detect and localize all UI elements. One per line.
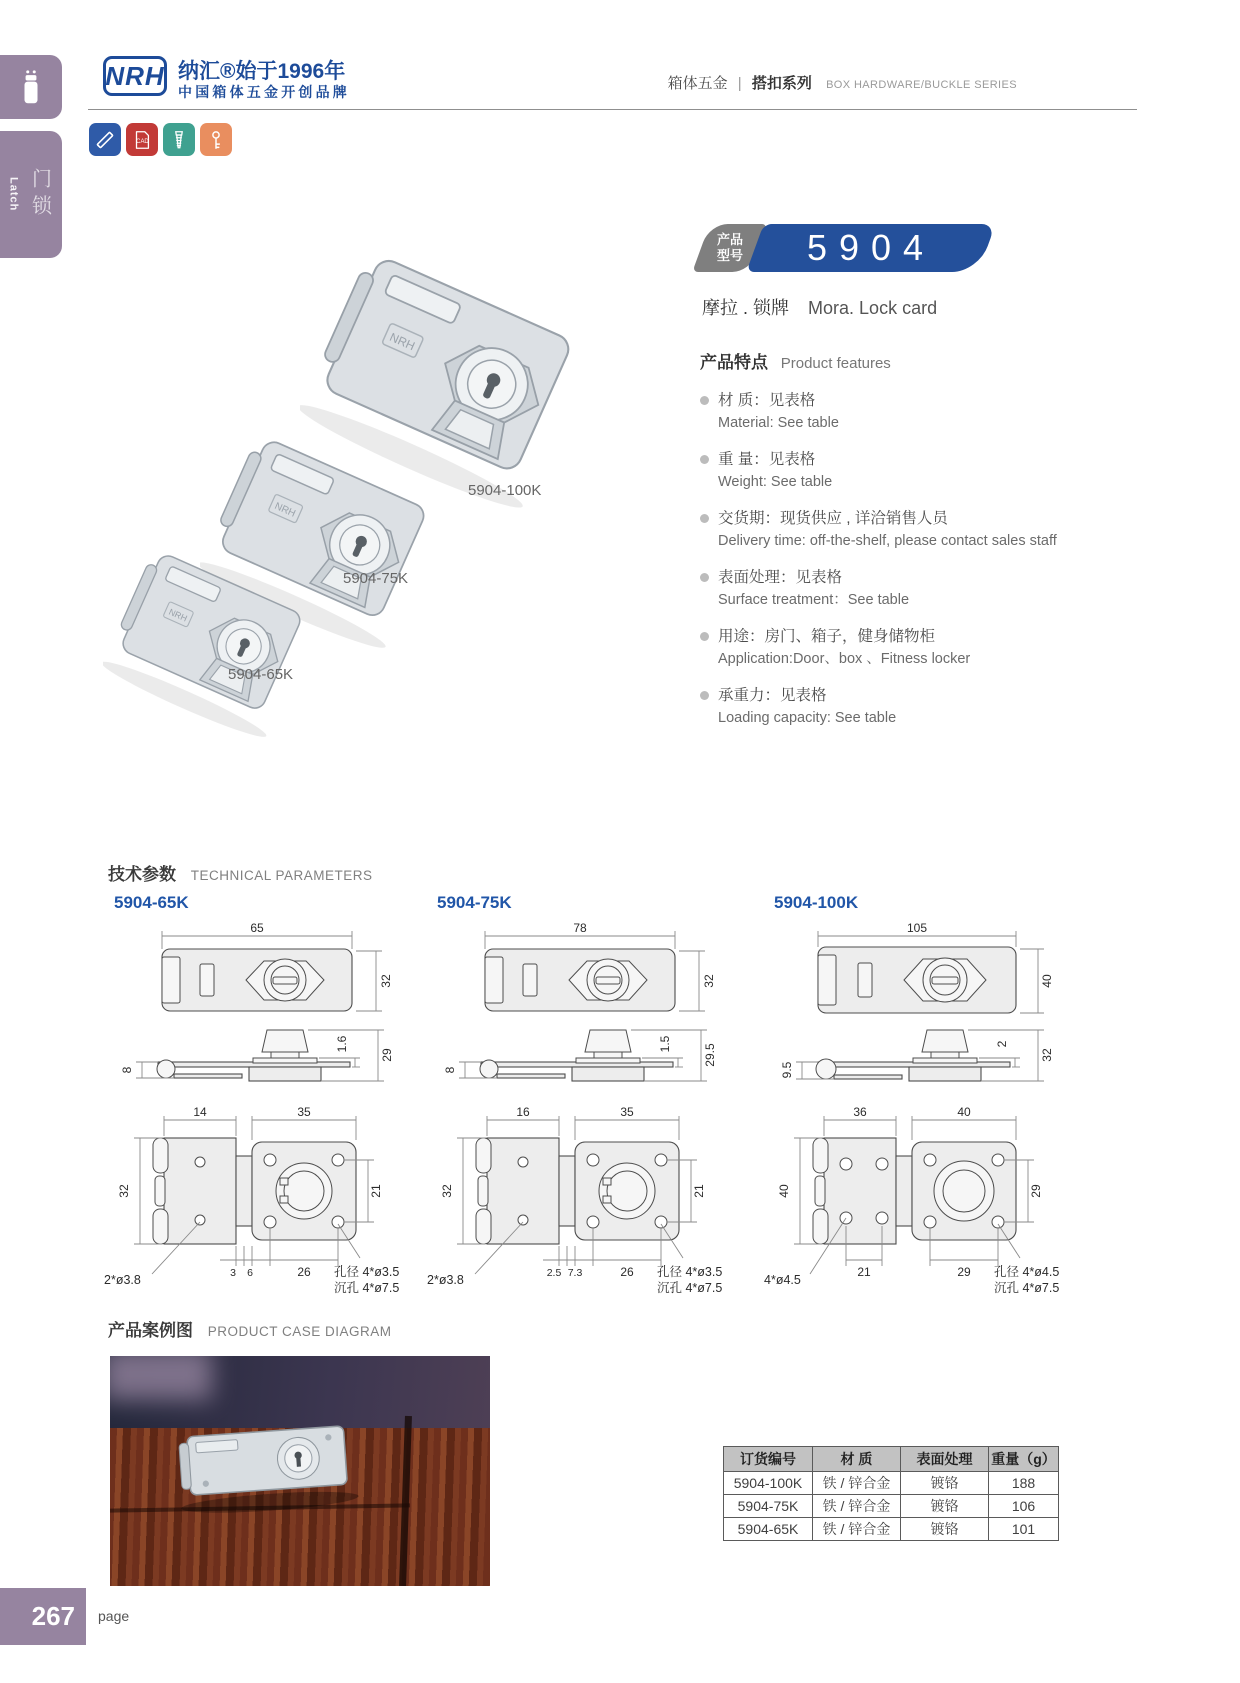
bullet-icon <box>700 455 709 464</box>
svg-text:3: 3 <box>230 1267 236 1279</box>
svg-text:2*ø3.8: 2*ø3.8 <box>427 1273 464 1287</box>
svg-text:36: 36 <box>853 1105 867 1119</box>
svg-text:29.5: 29.5 <box>703 1043 717 1067</box>
col-header-weight: 重量（g） <box>989 1447 1059 1472</box>
nrh-stamp: NRH <box>167 606 189 624</box>
spec-table-header-row <box>724 1447 1059 1472</box>
photo-label-100K: 5904-100K <box>468 482 542 499</box>
series-cn-right: 搭扣系列 <box>751 75 812 92</box>
feature-application: 用途：房门、箱子，健身储物柜 Application:Door、box 、Fitness locker <box>700 625 1180 671</box>
svg-text:29: 29 <box>380 1048 394 1062</box>
case-section-heading <box>108 1316 392 1341</box>
bullet-icon <box>700 396 709 405</box>
table-row: 5904-75K 铁 / 锌合金 镀铬 106 <box>724 1495 1059 1518</box>
svg-text:29: 29 <box>957 1265 971 1279</box>
tech-section-heading <box>108 860 373 885</box>
drawing-title-75K: 5904-75K <box>437 893 512 912</box>
col-header-material: 材 质 <box>813 1447 901 1472</box>
product-name-cn: 摩拉 . 锁牌 <box>702 298 790 318</box>
badge-line2: 型号 <box>716 248 743 263</box>
svg-text:1.6: 1.6 <box>335 1035 349 1053</box>
svg-text:2: 2 <box>995 1040 1009 1048</box>
product-features <box>700 348 1180 743</box>
badge-line1: 产品 <box>716 232 743 248</box>
category-label-cn: 门锁 <box>28 167 51 222</box>
svg-text:7.3: 7.3 <box>567 1267 583 1279</box>
svg-text:32: 32 <box>117 1184 131 1198</box>
col-header-order-no: 订货编号 <box>724 1447 813 1472</box>
bullet-icon <box>700 573 709 582</box>
page-number: 267 <box>31 1601 75 1631</box>
nrh-stamp: NRH <box>272 500 298 520</box>
brand-subtitle: 中国箱体五金开创品牌 <box>178 84 350 100</box>
cad-icon-label: CAD <box>136 138 149 145</box>
svg-text:14: 14 <box>193 1105 207 1119</box>
svg-text:1.5: 1.5 <box>658 1035 672 1053</box>
svg-text:孔径 4*ø3.5: 孔径 4*ø3.5 <box>657 1265 723 1279</box>
svg-text:40: 40 <box>777 1184 791 1198</box>
feature-material: 材 质：见表格 Material: See table <box>700 389 1180 435</box>
svg-text:8: 8 <box>120 1066 134 1074</box>
svg-text:8: 8 <box>443 1066 457 1074</box>
drawing-title-65K: 5904-65K <box>114 893 189 912</box>
col-header-surface: 表面处理 <box>901 1447 989 1472</box>
model-badge-number <box>746 224 995 272</box>
case-photo-hasp <box>158 1395 376 1524</box>
svg-text:21: 21 <box>369 1184 383 1198</box>
screw-icon[interactable] <box>163 123 195 156</box>
svg-text:沉孔 4*ø7.5: 沉孔 4*ø7.5 <box>334 1281 400 1295</box>
header-divider <box>88 109 1137 110</box>
svg-text:78: 78 <box>573 921 587 935</box>
photo-label-75K: 5904-75K <box>343 570 409 587</box>
svg-text:40: 40 <box>957 1105 971 1119</box>
svg-text:32: 32 <box>440 1184 454 1198</box>
feature-weight: 重 量：见表格 Weight: See table <box>700 448 1180 494</box>
top-view-75K <box>423 923 723 1018</box>
design-tools-icon[interactable] <box>89 123 121 156</box>
product-name-en: Mora. Lock card <box>808 298 938 318</box>
svg-text:4*ø4.5: 4*ø4.5 <box>764 1273 801 1287</box>
bottom-view-100K <box>760 1098 1060 1298</box>
sidebar-category-tab <box>0 131 62 258</box>
bullet-icon <box>700 514 709 523</box>
svg-text:26: 26 <box>620 1265 634 1279</box>
category-label-en: Latch <box>7 177 20 212</box>
tech-drawing-100K <box>760 893 1070 1298</box>
tech-drawing-75K <box>423 893 733 1298</box>
svg-text:29: 29 <box>1029 1184 1043 1198</box>
top-view-100K <box>760 923 1060 1018</box>
svg-text:16: 16 <box>516 1105 530 1119</box>
svg-text:9.5: 9.5 <box>780 1061 794 1079</box>
page-word: page <box>98 1608 130 1624</box>
series-en: BOX HARDWARE/BUCKLE SERIES <box>826 79 1017 91</box>
svg-text:2.5: 2.5 <box>546 1267 562 1279</box>
features-title-en: Product features <box>780 355 891 372</box>
series-divider: | <box>737 75 742 92</box>
model-number: 5904 <box>806 227 936 268</box>
svg-text:35: 35 <box>297 1105 311 1119</box>
series-heading <box>668 72 1017 93</box>
svg-text:40: 40 <box>1040 974 1054 988</box>
product-photo-65K <box>103 532 323 742</box>
tech-title-en: TECHNICAL PARAMETERS <box>190 868 373 883</box>
photo-label-65K: 5904-65K <box>228 666 294 683</box>
feature-delivery: 交货期：现货供应 , 详洽销售人员 Delivery time: off-the-shelf, please contact sales staff <box>700 507 1180 553</box>
bottom-view-75K <box>423 1098 723 1298</box>
svg-text:65: 65 <box>250 921 264 935</box>
svg-text:26: 26 <box>297 1265 311 1279</box>
nrh-stamp: NRH <box>387 329 418 354</box>
latch-bottle-icon <box>18 68 44 106</box>
brand-title: 纳汇®始于1996年 <box>178 60 346 83</box>
drawing-title-100K: 5904-100K <box>774 893 859 912</box>
case-photo <box>110 1356 490 1586</box>
spec-table <box>723 1446 1059 1541</box>
svg-text:2*ø3.8: 2*ø3.8 <box>104 1273 141 1287</box>
cad-file-icon[interactable] <box>126 123 158 156</box>
svg-text:沉孔 4*ø7.5: 沉孔 4*ø7.5 <box>657 1281 723 1295</box>
series-cn-left: 箱体五金 <box>667 75 728 92</box>
svg-text:32: 32 <box>1040 1048 1054 1062</box>
side-view-65K <box>100 1018 400 1098</box>
key-icon[interactable] <box>200 123 232 156</box>
top-view-65K <box>100 923 400 1018</box>
table-row: 5904-100K 铁 / 锌合金 镀铬 188 <box>724 1472 1059 1495</box>
svg-text:35: 35 <box>620 1105 634 1119</box>
svg-text:6: 6 <box>247 1267 253 1279</box>
feature-surface: 表面处理：见表格 Surface treatment：See table <box>700 566 1180 612</box>
bullet-icon <box>700 691 709 700</box>
nrh-logo <box>103 56 167 96</box>
svg-text:32: 32 <box>379 974 393 988</box>
product-name <box>702 294 937 320</box>
feature-loading: 承重力：见表格 Loading capacity: See table <box>700 684 1180 730</box>
svg-text:孔径 4*ø3.5: 孔径 4*ø3.5 <box>334 1265 400 1279</box>
bottom-view-65K <box>100 1098 400 1298</box>
side-view-100K <box>760 1018 1060 1098</box>
nrh-logo-text: NRH <box>105 60 165 91</box>
svg-text:孔径 4*ø4.5: 孔径 4*ø4.5 <box>994 1265 1060 1279</box>
bullet-icon <box>700 632 709 641</box>
case-title-en: PRODUCT CASE DIAGRAM <box>207 1324 392 1339</box>
resource-icons <box>89 123 232 156</box>
svg-text:32: 32 <box>702 974 716 988</box>
tech-title-cn: 技术参数 <box>108 865 176 884</box>
svg-text:21: 21 <box>692 1184 706 1198</box>
features-title-cn: 产品特点 <box>700 353 768 372</box>
tech-drawing-65K <box>100 893 410 1298</box>
side-view-75K <box>423 1018 723 1098</box>
svg-text:105: 105 <box>906 921 928 935</box>
page-number-badge <box>0 1588 86 1645</box>
case-title-cn: 产品案例图 <box>108 1321 193 1340</box>
svg-text:21: 21 <box>857 1265 871 1279</box>
case-photo-highlight <box>110 1356 212 1400</box>
svg-text:沉孔 4*ø7.5: 沉孔 4*ø7.5 <box>994 1281 1060 1295</box>
sidebar-category-tab-icon <box>0 55 62 119</box>
table-row: 5904-65K 铁 / 锌合金 镀铬 101 <box>724 1518 1059 1541</box>
